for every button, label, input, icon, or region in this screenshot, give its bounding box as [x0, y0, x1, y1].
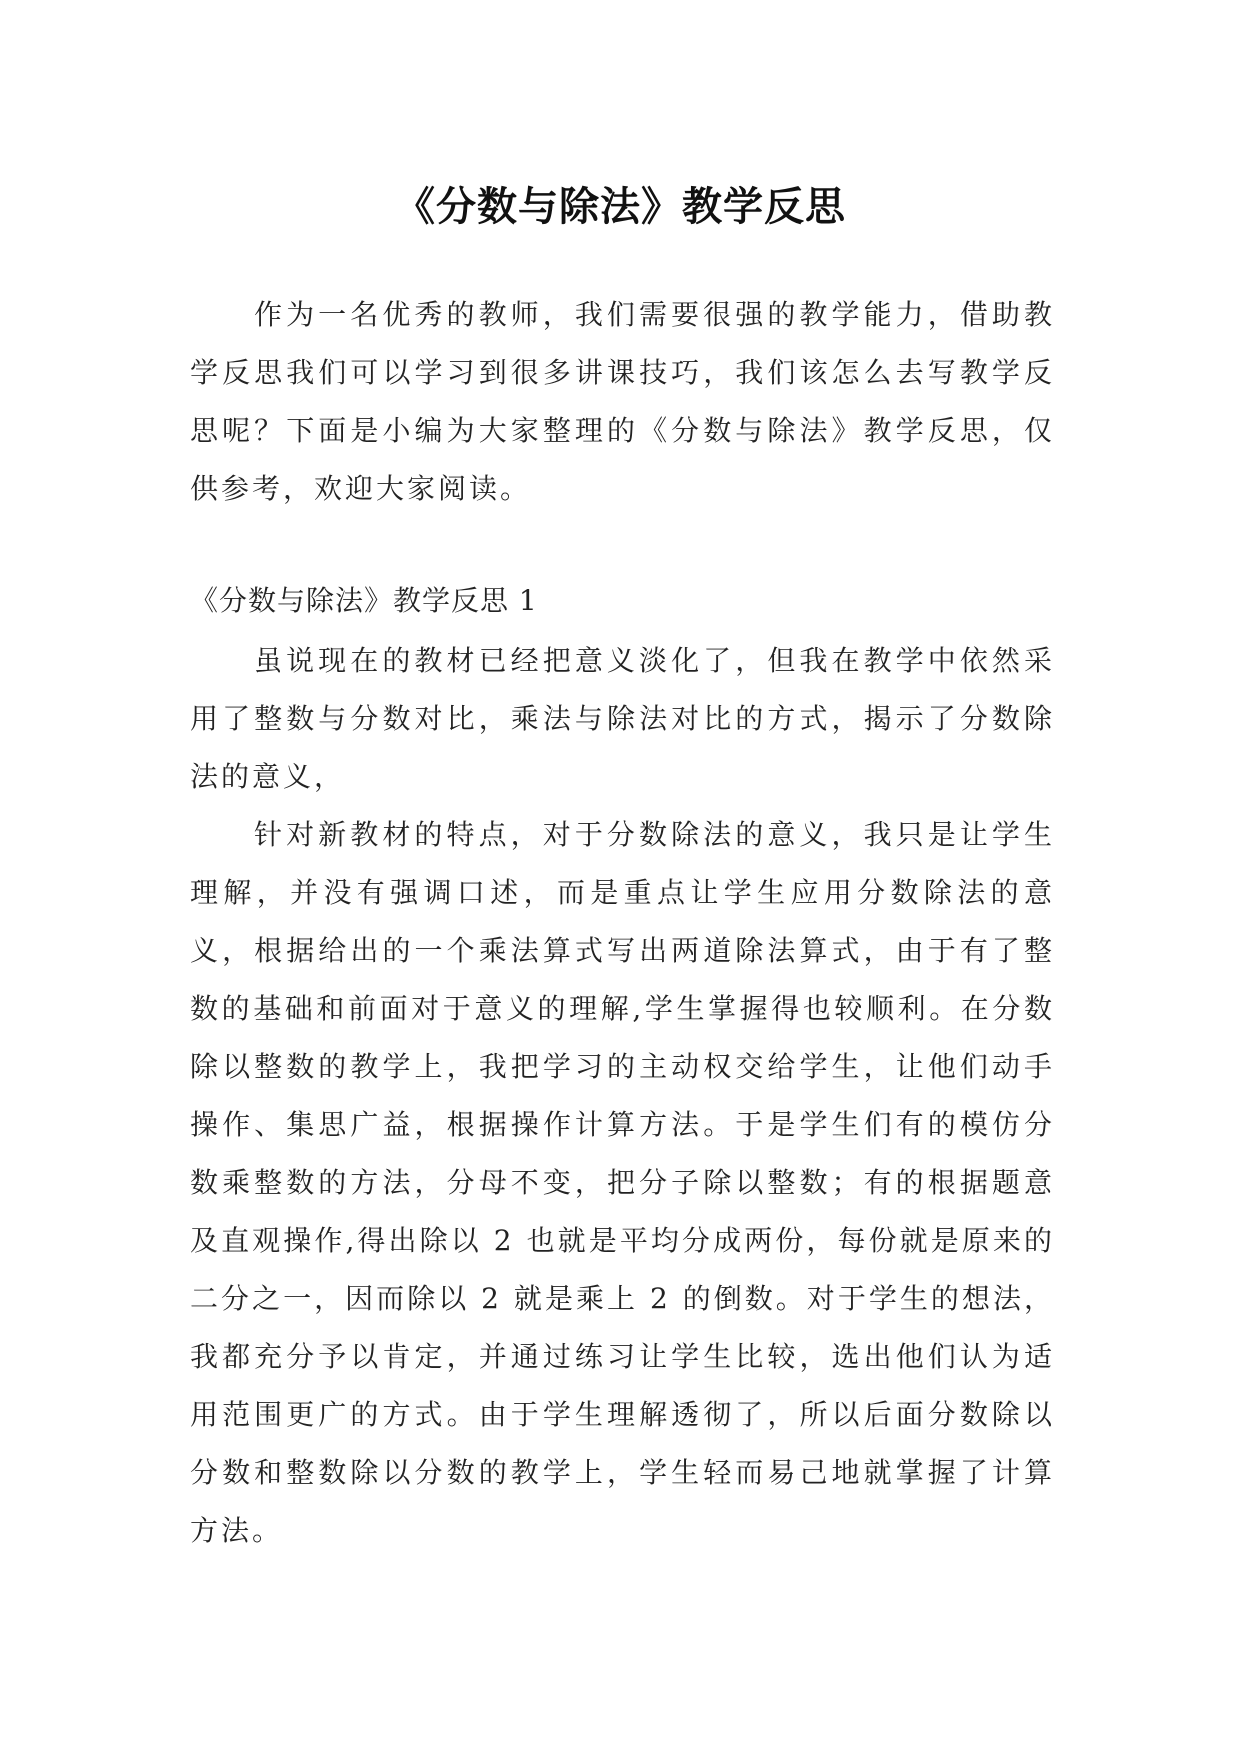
body-paragraph-2: 针对新教材的特点，对于分数除法的意义，我只是让学生理解，并没有强调口述，而是重点让学生应用分数除法的意义，根据给出的一个乘法算式写出两道除法算式，由于有了整数的基础和前面对于意义的理解,学生掌握得也较顺利。在分数除以整数的教学上，我把学习的主动权交给学生，让他们动手操作、集思广益，根据操作计算方法。于是学生们有的模仿分数乘整数的方法，分母不变，把分子除以整数；有的根据题意及直观操作,得出除以 2 也就是平均分成两份，每份就是原来的二分之一，因而除以 2 就是乘上 2 的倒数。对于学生的想法，我都充分予以肯定，并通过练习让学生比较，选出他们认为适用范围更广的方式。由于学生理解透彻了，所以后面分数除以分数和整数除以分数的教学上，学生轻而易己地就掌握了计算方法。	[190, 818, 1055, 1547]
document-title: 《分数与除法》教学反思	[395, 183, 846, 230]
body-paragraph-1: 虽说现在的教材已经把意义淡化了，但我在教学中依然采用了整数与分数对比，乘法与除法对比的方式，揭示了分数除法的意义，	[190, 644, 1055, 793]
section-heading: 《分数与除法》教学反思 1	[190, 584, 538, 617]
intro-paragraph: 作为一名优秀的教师，我们需要很强的教学能力，借助教学反思我们可以学习到很多讲课技巧，我们该怎么去写教学反思呢？下面是小编为大家整理的《分数与除法》教学反思，仅供参考，欢迎大家阅读。	[190, 298, 1055, 505]
